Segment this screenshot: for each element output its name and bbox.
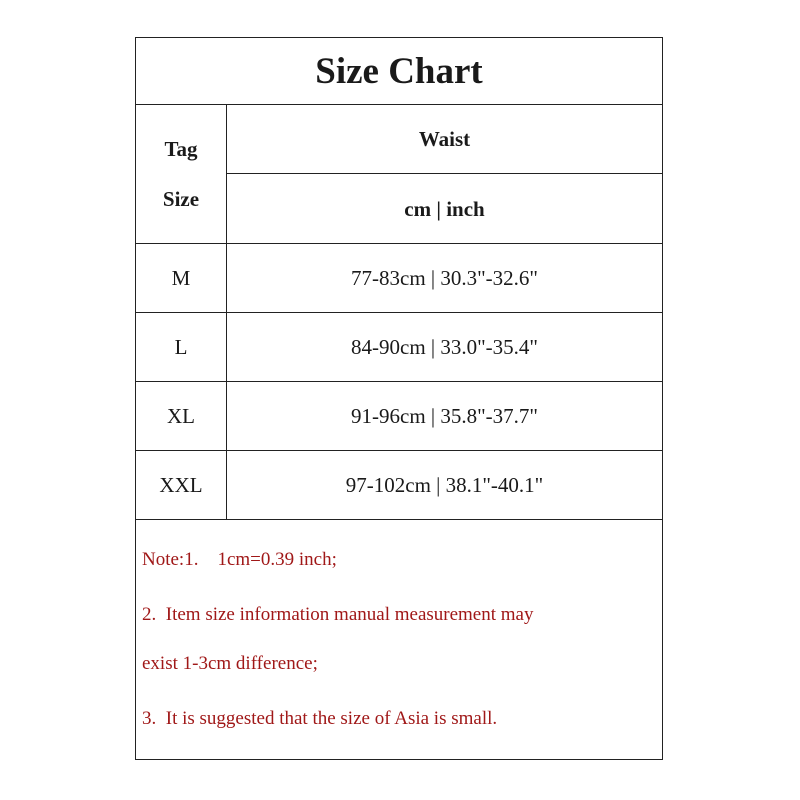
tag-header-line1: Tag [164,137,198,161]
size-rows [136,244,662,520]
size-cell: L [136,313,227,381]
note-2-line1: 2. Item size information manual measurement may [142,604,534,625]
table-header [136,105,662,244]
table-row [136,313,662,382]
waist-cell: 91-96cm | 35.8"-37.7" [351,403,538,428]
table-row [136,244,662,313]
size-chart-table [135,37,663,760]
note-2-line2: exist 1-3cm difference; [142,653,318,674]
size-cell: XXL [136,451,227,519]
tag-header-line2: Size [162,187,200,211]
table-row [136,451,662,520]
note-1: Note:1. 1cm=0.39 inch; [142,549,337,570]
size-cell: M [136,244,227,312]
waist-header: Waist [227,105,662,174]
tag-size-header [136,105,227,243]
size-cell: XL [136,382,227,450]
waist-cell: 97-102cm | 38.1"-40.1" [345,472,544,497]
chart-title: Size Chart [136,38,662,105]
waist-cell: 84-90cm | 33.0"-35.4" [351,334,538,359]
table-row [136,382,662,451]
waist-cell: 77-83cm | 30.3"-32.6" [351,265,538,290]
units-header: cm | inch [404,196,485,221]
note-3: 3. It is suggested that the size of Asia is small. [142,708,498,729]
